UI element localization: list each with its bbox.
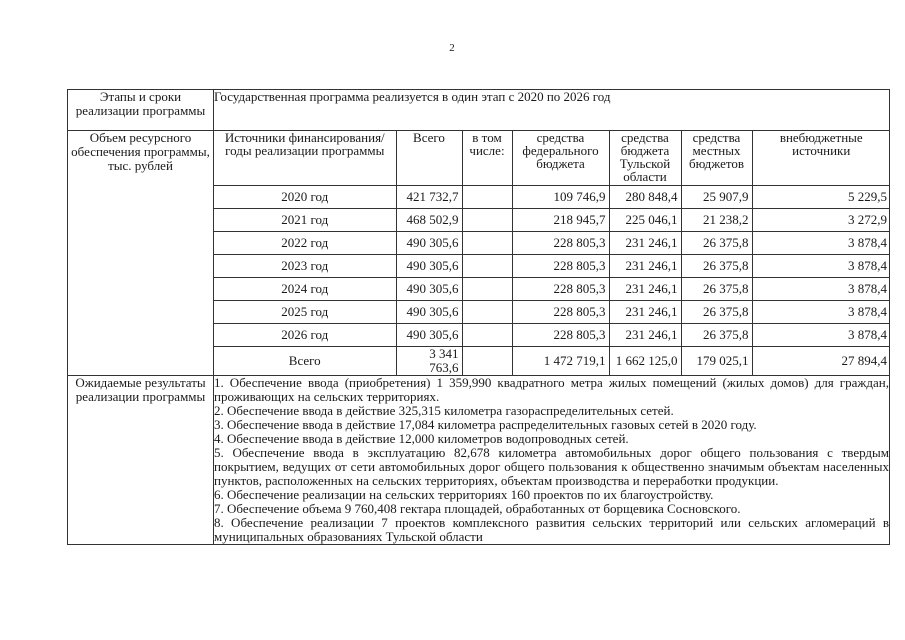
cell-extrabudget: 3 272,9: [752, 209, 890, 232]
cell-local: 26 375,8: [681, 255, 752, 278]
cell-regional: 231 246,1: [609, 232, 681, 255]
cell-local: 26 375,8: [681, 232, 752, 255]
cell-local: 26 375,8: [681, 301, 752, 324]
cell-including: [462, 301, 512, 324]
cell-extrabudget: 3 878,4: [752, 255, 890, 278]
header-including: в том числе:: [462, 131, 512, 186]
cell-federal: 218 945,7: [512, 209, 609, 232]
cell-including: [462, 232, 512, 255]
cell-including: [462, 278, 512, 301]
cell-local: 26 375,8: [681, 278, 752, 301]
header-sources: Источники финансирования/ годы реализации программы: [214, 131, 396, 186]
cell-local: 26 375,8: [681, 324, 752, 347]
results-label: Ожидаемые результаты реализации программы: [68, 376, 214, 545]
table-row: [214, 255, 890, 278]
cell-federal: 228 805,3: [512, 324, 609, 347]
cell-local: 179 025,1: [681, 347, 752, 376]
cell-regional: 231 246,1: [609, 324, 681, 347]
cell-regional: 231 246,1: [609, 255, 681, 278]
cell-federal: 228 805,3: [512, 255, 609, 278]
passport-table: [67, 89, 890, 545]
cell-local: 21 238,2: [681, 209, 752, 232]
cell-year: Всего: [214, 347, 396, 376]
cell-total: 490 305,6: [396, 324, 462, 347]
list-item: 2. Обеспечение ввода в действие 325,315 километра газораспределительных сетей.: [214, 403, 674, 418]
cell-year: 2026 год: [214, 324, 396, 347]
financing-cell: [214, 131, 890, 376]
cell-federal: 1 472 719,1: [512, 347, 609, 376]
cell-total: 490 305,6: [396, 255, 462, 278]
cell-total: 490 305,6: [396, 278, 462, 301]
cell-year: 2022 год: [214, 232, 396, 255]
cell-regional: 225 046,1: [609, 209, 681, 232]
header-federal: средства федерального бюджета: [512, 131, 609, 186]
header-regional: средства бюджета Тульской области: [609, 131, 681, 186]
cell-federal: 228 805,3: [512, 278, 609, 301]
cell-including: [462, 209, 512, 232]
cell-year: 2021 год: [214, 209, 396, 232]
list-item: 7. Обеспечение объема 9 760,408 гектара площадей, обработанных от борщевика Сосновского.: [214, 501, 741, 516]
cell-regional: 280 848,4: [609, 186, 681, 209]
cell-total: 421 732,7: [396, 186, 462, 209]
cell-including: [462, 324, 512, 347]
cell-year: 2020 год: [214, 186, 396, 209]
cell-total: 468 502,9: [396, 209, 462, 232]
cell-regional: 1 662 125,0: [609, 347, 681, 376]
resources-row: [68, 131, 890, 376]
table-row: [214, 232, 890, 255]
cell-local: 25 907,9: [681, 186, 752, 209]
cell-including: [462, 347, 512, 376]
financing-header-row: [214, 131, 890, 186]
stages-label: Этапы и сроки реализации программы: [68, 90, 214, 131]
cell-extrabudget: 3 878,4: [752, 324, 890, 347]
financing-table: [214, 131, 890, 375]
list-item: 6. Обеспечение реализации на сельских территориях 160 проектов по их благоустройству.: [214, 487, 714, 502]
cell-total: 490 305,6: [396, 301, 462, 324]
cell-extrabudget: 27 894,4: [752, 347, 890, 376]
results-list: [214, 376, 890, 545]
header-total: Всего: [396, 131, 462, 186]
cell-federal: 109 746,9: [512, 186, 609, 209]
cell-extrabudget: 3 878,4: [752, 278, 890, 301]
cell-year: 2025 год: [214, 301, 396, 324]
header-local: средства местных бюджетов: [681, 131, 752, 186]
resources-label: Объем ресурсного обеспечения программы, тыс. рублей: [68, 131, 214, 376]
cell-federal: 228 805,3: [512, 301, 609, 324]
cell-federal: 228 805,3: [512, 232, 609, 255]
page-number: 2: [449, 42, 455, 54]
cell-including: [462, 255, 512, 278]
results-row: [68, 376, 890, 545]
cell-regional: 231 246,1: [609, 301, 681, 324]
table-row: [214, 209, 890, 232]
cell-total: 490 305,6: [396, 232, 462, 255]
list-item: 5. Обеспечение ввода в эксплуатацию 82,678 километра автомобильных дорог общего пользования с твердым покрытием, ведущих от сети автомобильных дорог общего пользования к общественно значимым объектам населенных пунктов, расположенных на сельских территориях, объектам производства и переработки продукции.: [214, 445, 889, 488]
stages-row: [68, 90, 890, 131]
stages-text: Государственная программа реализуется в один этап с 2020 по 2026 год: [214, 90, 890, 131]
cell-regional: 231 246,1: [609, 278, 681, 301]
table-row: [214, 278, 890, 301]
list-item: 1. Обеспечение ввода (приобретения) 1 359,990 квадратного метра жилых помещений (жилых домов) для граждан, проживающих на сельских территориях.: [214, 375, 889, 404]
table-row: [214, 347, 890, 376]
header-extrabudget: внебюджетные источники: [752, 131, 890, 186]
table-row: [214, 301, 890, 324]
table-row: [214, 186, 890, 209]
cell-extrabudget: 3 878,4: [752, 301, 890, 324]
list-item: 3. Обеспечение ввода в действие 17,084 километра распределительных газовых сетей в 2020 году.: [214, 417, 757, 432]
cell-total: 3 341 763,6: [396, 347, 462, 376]
list-item: 8. Обеспечение реализации 7 проектов комплексного развития сельских территорий или сельских агломераций в муниципальных образованиях Тульской области: [214, 515, 889, 544]
cell-year: 2023 год: [214, 255, 396, 278]
cell-including: [462, 186, 512, 209]
list-item: 4. Обеспечение ввода в действие 12,000 километров водопроводных сетей.: [214, 431, 629, 446]
table-row: [214, 324, 890, 347]
cell-extrabudget: 3 878,4: [752, 232, 890, 255]
cell-extrabudget: 5 229,5: [752, 186, 890, 209]
cell-year: 2024 год: [214, 278, 396, 301]
